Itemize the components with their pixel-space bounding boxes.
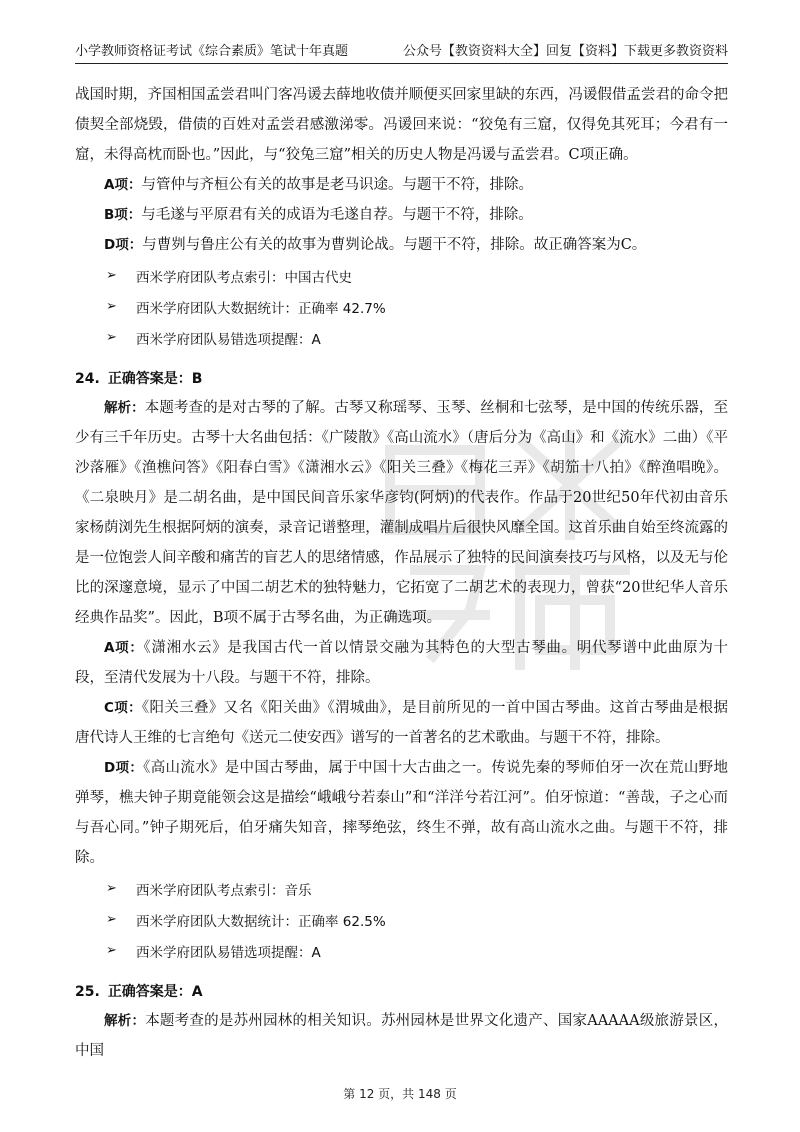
option-text: 《高山流水》是中国古琴曲，属于中国十大古曲之一。传说先秦的琴师伯牙一次在荒山野地弹琴，樵夫钟子期竟能领会这是描绘“峨峨兮若泰山”和“洋洋兮若江河”。伯牙惊道：“善哉，子之心而与吾心同。”钟子期死后，伯牙痛失知音，摔琴绝弦，终生不弹，故有高山流水之曲。与题干不符，排除。 bbox=[75, 760, 728, 866]
q23-option-d bbox=[75, 230, 728, 260]
explanation-label: 解析： bbox=[104, 1013, 146, 1029]
q24-option-c bbox=[75, 693, 728, 753]
q24-explanation bbox=[75, 393, 728, 633]
q24-bullet-error: ➢ 西米学府团队易错选项提醒：A bbox=[106, 943, 321, 961]
option-text: 与曹刿与鲁庄公有关的故事为曹刿论战。与题干不符，排除。故正确答案为C。 bbox=[142, 237, 647, 253]
question-number: 24. bbox=[75, 371, 100, 387]
option-text: 《阳关三叠》又名《阳关曲》《渭城曲》，是目前所见的一首中国古琴曲。这首古琴曲是根据唐代诗人王维的七言绝句《送元二使安西》谱写的一首著名的艺术歌曲。与题干不符，排除。 bbox=[75, 700, 728, 746]
q24-bullet-stats: ➢ 西米学府团队大数据统计：正确率 62.5% bbox=[106, 912, 386, 930]
arrowhead-bullet-icon: ➢ bbox=[106, 330, 117, 345]
q23-bullet-topic: ➢ 西米学府团队考点索引：中国古代史 bbox=[106, 268, 352, 286]
option-label: A项： bbox=[104, 640, 144, 656]
q23-option-a bbox=[75, 170, 728, 200]
explanation-label: 解析： bbox=[104, 400, 145, 416]
correct-answer: 正确答案是：B bbox=[107, 371, 203, 387]
option-label: B项： bbox=[104, 207, 142, 223]
option-label: D项： bbox=[104, 760, 144, 776]
q23-bullet-stats: ➢ 西米学府团队大数据统计：正确率 42.7% bbox=[106, 299, 386, 317]
option-text: 《潇湘水云》是我国古代一首以情景交融为其特色的大型古琴曲。明代琴谱中此曲原为十段，至清代发展为十八段。与题干不符，排除。 bbox=[75, 640, 729, 686]
q24-option-a bbox=[75, 633, 728, 693]
page-header bbox=[75, 40, 728, 64]
page-content bbox=[75, 80, 728, 1066]
option-label: D项： bbox=[104, 237, 143, 253]
arrowhead-bullet-icon: ➢ bbox=[106, 912, 117, 927]
q25-explanation bbox=[75, 1006, 728, 1066]
arrowhead-bullet-icon: ➢ bbox=[106, 268, 117, 283]
option-text: 与管仲与齐桓公有关的故事是老马识途。与题干不符，排除。 bbox=[141, 177, 533, 193]
q23-option-b bbox=[75, 200, 728, 230]
q24-bullet-topic: ➢ 西米学府团队考点索引：音乐 bbox=[106, 881, 312, 899]
arrowhead-bullet-icon: ➢ bbox=[106, 881, 117, 896]
page-number: 第 12 页，共 148 页 bbox=[343, 1087, 457, 1101]
arrowhead-bullet-icon: ➢ bbox=[106, 299, 117, 314]
option-label: A项： bbox=[104, 177, 142, 193]
arrowhead-bullet-icon: ➢ bbox=[106, 943, 117, 958]
explanation-text: 本题考查的是对古琴的了解。古琴又称瑶琴、玉琴、丝桐和七弦琴，是中国的传统乐器，至少有三千年历史。古琴十大名曲包括：《广陵散》《高山流水》（唐后分为《高山》和《流水》二曲）《平沙落雁》《渔樵问答》《阳春白雪》《潇湘水云》《阳关三叠》《梅花三弄》《胡笳十八拍》《醉渔唱晚》。《二泉映月》是二胡名曲，是中国民间音乐家华彦钧(阿炳)的代表作。作品于20世纪50年代初由音乐家杨荫浏先生根据阿炳的演奏，录音记谱整理，灌制成唱片后很快风靡全国。这首乐曲自始至终流露的是一位饱尝人间辛酸和痛苦的盲艺人的思绪情感，作品展示了独特的民间演奏技巧与风格，以及无与伦比的深邃意境，显示了中国二胡艺术的独特魅力，它拓宽了二胡艺术的表现力，曾获“20世纪华人音乐经典作品奖”。因此，B项不属于古琴名曲，为正确选项。 bbox=[75, 400, 728, 626]
q23-paragraph: 战国时期，齐国相国孟尝君叫门客冯谖去薛地收债并顺便买回家里缺的东西，冯谖假借孟尝君的命令把债契全部烧毁，借债的百姓对孟尝君感激涕零。冯谖回来说：“狡兔有三窟，仅得免其死耳；今君有一窟，未得高枕而卧也。”因此，与“狡兔三窟”相关的历史人物是冯谖与孟尝君。C项正确。 bbox=[75, 87, 728, 163]
q23-bullet-error: ➢ 西米学府团队易错选项提醒：A bbox=[106, 330, 321, 348]
option-label: C项： bbox=[104, 700, 142, 716]
question-number: 25. bbox=[75, 984, 100, 1000]
correct-answer: 正确答案是：A bbox=[107, 984, 203, 1000]
option-text: 与毛遂与平原君有关的成语为毛遂自荐。与题干不符，排除。 bbox=[141, 207, 533, 223]
header-left-title: 小学教师资格证考试《综合素质》笔试十年真题 bbox=[75, 44, 349, 59]
q24-heading bbox=[75, 353, 728, 393]
q24-option-d bbox=[75, 753, 728, 873]
header-right-promo: 公众号【教资资料大全】回复【资料】下载更多教资资料 bbox=[402, 44, 728, 59]
explanation-text: 本题考查的是苏州园林的相关知识。苏州园林是世界文化遗产、国家AAAAA级旅游景区，中国 bbox=[75, 1013, 728, 1059]
q25-heading bbox=[75, 966, 728, 1006]
